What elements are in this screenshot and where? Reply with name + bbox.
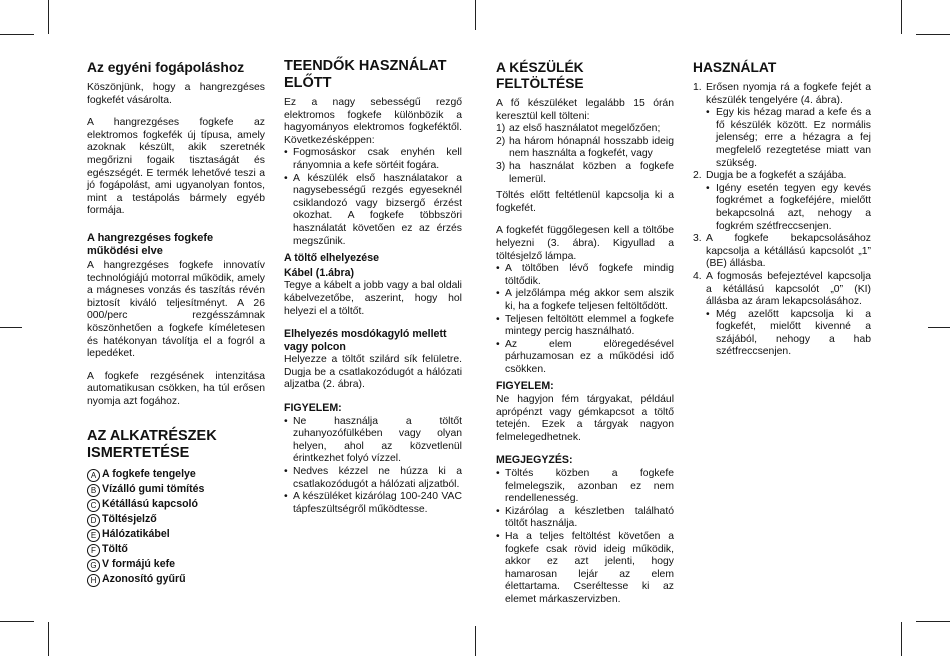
paragraph: A fogkefe rezgésének intenzitása automatikusan csökken, ha túl erősen nyomja azt fogához. bbox=[87, 370, 265, 407]
step-number: 3. bbox=[693, 233, 702, 245]
column-2 bbox=[284, 58, 462, 520]
list-item bbox=[496, 136, 674, 161]
list-item bbox=[693, 82, 871, 170]
step-text: Erősen nyomja rá a fogkefe fejét a készülék tengelyére (4. ábra). bbox=[706, 82, 871, 106]
section-title: Az egyéni fogápoláshoz bbox=[87, 60, 245, 75]
list-item bbox=[87, 497, 265, 512]
list-item bbox=[693, 170, 871, 233]
list-item: • A készüléket kizárólag 100-240 VAC tápfeszültségről működtesse. bbox=[284, 491, 462, 516]
crop-mark bbox=[0, 621, 34, 622]
list-item: • A készülék első használatakor a nagysebességű rezgés egyeseknél csiklandozó vagy bizsergő érzést okozhat. A fogkefe többszöri használatát követően ez az érzés megszűnik. bbox=[284, 173, 462, 249]
paragraph: A hangrezgéses fogkefe innovatív technológiájú motorral működik, amely a mágneses vonzás és taszítás révén biztosít kiváló teljesítményt. A 26 000/perc rezgésszámnak köszönhetően a fogkefe kíméletesen és hatékonyan távolítja el a fogról a lepedéket. bbox=[87, 259, 265, 360]
bullet-list bbox=[496, 263, 674, 376]
list-item: • Az elem elöregedésével párhuzamosan ez a működési idő csökken. bbox=[496, 339, 674, 377]
numbered-list bbox=[496, 123, 674, 186]
list-item: • Egy kis hézag marad a kefe és a fő készülék között. Ez normális jelenség; erre a hézagra a fej megfelelő rezegtetése miatt van szükség. bbox=[706, 107, 871, 170]
crop-mark bbox=[475, 626, 476, 656]
list-item: • Fogmosáskor csak enyhén kell rányomnia a kefe sörtéit fogára. bbox=[284, 147, 462, 172]
part-label: Azonosító gyűrű bbox=[102, 573, 186, 586]
list-item bbox=[693, 233, 871, 271]
note-heading: MEGJEGYZÉS: bbox=[496, 454, 573, 467]
list-item bbox=[496, 161, 674, 186]
list-item: • Ha a teljes feltöltést követően a fogkefe csak rövid ideig működik, akkor ez azt jelenti, hogy hamarosan lejár az elem élettartama. Cseréltesse ki az elemet márkaszervizben. bbox=[496, 531, 674, 607]
list-item: • Még azelőtt kapcsolja ki a fogkefét, mielőtt kivenné a szájából, nehogy a hab szétfreccsenjen. bbox=[706, 309, 871, 359]
section-title: TEENDŐK HASZNÁLAT ELŐTT bbox=[284, 58, 447, 91]
bullet-list bbox=[706, 309, 871, 359]
column-4 bbox=[693, 58, 871, 363]
step-text: ha három hónapnál hosszabb ideig nem használta a fogkefét, vagy bbox=[509, 135, 674, 160]
crop-mark bbox=[0, 34, 34, 35]
paragraph: Köszönjünk, hogy a hangrezgéses fogkefét vásárolta. bbox=[87, 82, 265, 106]
letter-badge: F bbox=[87, 544, 100, 557]
crop-mark bbox=[916, 34, 950, 35]
list-item bbox=[87, 467, 265, 482]
part-label: Töltésjelző bbox=[102, 513, 157, 526]
bullet-list bbox=[284, 147, 462, 248]
list-item: • Kizárólag a készletben található töltőt használja. bbox=[496, 506, 674, 531]
letter-badge: C bbox=[87, 499, 100, 512]
bullet-list bbox=[706, 107, 871, 170]
subsection-title: Kábel (1.ábra) bbox=[284, 266, 355, 279]
step-text: az első használatot megelőzően; bbox=[509, 123, 661, 135]
part-label: V formájú kefe bbox=[102, 558, 176, 571]
paragraph: A hangrezgéses fogkefe az elektromos fogkefék új típusa, amely azoknak készült, akik szeretnék megőrizni fogaik tisztaságát és egészségét. E termék lehetővé teszi a jó fogápolást, ami ugyanolyan fontos, mint a testápolás bármely egyéb formája. bbox=[87, 117, 265, 217]
list-item: • Igény esetén tegyen egy kevés fogkrémet a fogkeféjére, mielőtt bekapcsolná azt, nehogy a fogkrém szétfreccsenjen. bbox=[706, 183, 871, 233]
part-label: A fogkefe tengelye bbox=[102, 468, 196, 481]
step-number: 3) bbox=[496, 160, 506, 172]
parts-list bbox=[87, 467, 265, 587]
bullet-list bbox=[706, 183, 871, 233]
subsection-title: Elhelyezés mosdókagyló mellett vagy polcon bbox=[284, 328, 447, 353]
crop-mark bbox=[928, 327, 950, 328]
list-item: • Ne használja a töltőt zuhanyozófülkében vagy olyan helyen, ahol az közvetlenül érintkezhet folyó vízzel. bbox=[284, 416, 462, 466]
step-number: 1) bbox=[496, 123, 506, 135]
step-text: A fogmosás befejeztével kapcsolja a kétállású kapcsolót „0” (KI) állásba az áram lekapcsolásához. bbox=[706, 270, 871, 308]
step-number: 2) bbox=[496, 135, 506, 147]
paragraph: Tegye a kábelt a jobb vagy a bal oldali kábelvezetőbe, aszerint, hogy hol helyezi el a töltőt. bbox=[284, 280, 462, 317]
list-item bbox=[87, 542, 265, 557]
crop-mark bbox=[916, 621, 950, 622]
crop-mark bbox=[475, 0, 476, 30]
list-item: • Töltés közben a fogkefe felmelegszik, azonban ez nem rendellenesség. bbox=[496, 468, 674, 506]
step-text: A fogkefe bekapcsolásához kapcsolja a kétállású kapcsolót „1” (BE) állásba. bbox=[706, 233, 871, 270]
list-item bbox=[693, 271, 871, 359]
section-title: AZ ALKATRÉSZEK ISMERTETÉSE bbox=[87, 428, 217, 461]
column-1 bbox=[87, 58, 265, 587]
subsection-title: A töltő elhelyezése bbox=[284, 252, 379, 265]
letter-badge: H bbox=[87, 574, 100, 587]
warning-heading: FIGYELEM: bbox=[496, 380, 554, 393]
letter-badge: D bbox=[87, 514, 100, 527]
letter-badge: G bbox=[87, 559, 100, 572]
step-number: 4. bbox=[693, 270, 702, 282]
step-text: ha használat közben a fogkefe lemerül. bbox=[509, 160, 674, 185]
step-number: 2. bbox=[693, 170, 702, 182]
column-3 bbox=[496, 58, 674, 611]
letter-badge: E bbox=[87, 529, 100, 542]
section-title: HASZNÁLAT bbox=[693, 60, 777, 75]
step-text: Dugja be a fogkefét a szájába. bbox=[706, 170, 847, 182]
step-number: 1. bbox=[693, 82, 702, 93]
list-item bbox=[87, 527, 265, 542]
list-item: • Nedves kézzel ne húzza ki a csatlakozódugót a hálózati aljzatból. bbox=[284, 466, 462, 491]
subsection-title: A hangrezgéses fogkefe működési elve bbox=[87, 231, 214, 257]
list-item bbox=[87, 482, 265, 497]
crop-mark bbox=[901, 0, 902, 34]
list-item: • A töltőben lévő fogkefe mindig töltődik. bbox=[496, 263, 674, 288]
crop-mark bbox=[0, 327, 22, 328]
list-item bbox=[87, 557, 265, 572]
list-item: • A jelzőlámpa még akkor sem alszik ki, ha a fogkefe teljesen feltöltődött. bbox=[496, 288, 674, 313]
paragraph: Ez a nagy sebességű rezgő elektromos fogkefe különbözik a hagyományos elektromos fogkeféktől. Következésképpen: bbox=[284, 97, 462, 146]
section-title: A KÉSZÜLÉK FELTÖLTÉSE bbox=[496, 60, 584, 91]
list-item: • Teljesen feltöltött elemmel a fogkefe mintegy percig használható. bbox=[496, 314, 674, 339]
paragraph: Helyezze a töltőt szilárd sík felületre. Dugja be a csatlakozódugót a hálózati aljzatba (2. ábra). bbox=[284, 354, 462, 391]
paragraph: A fő készüléket legalább 15 órán keresztül kell tölteni: bbox=[496, 98, 674, 122]
part-label: Kétállású kapcsoló bbox=[102, 498, 198, 511]
list-item bbox=[496, 123, 674, 136]
part-label: Vízálló gumi tömítés bbox=[102, 483, 205, 496]
list-item bbox=[87, 512, 265, 527]
letter-badge: A bbox=[87, 469, 100, 482]
list-item bbox=[87, 572, 265, 587]
paragraph: A fogkefét függőlegesen kell a töltőbe helyezni (3. ábra). Kigyullad a töltésjelző lámpa. bbox=[496, 225, 674, 262]
paragraph: Ne hagyjon fém tárgyakat, például aprópénzt vagy gémkapcsot a töltő tetején. Ezek a tárgyak nagyon felmelegedhetnek. bbox=[496, 394, 674, 443]
part-label: Hálózatikábel bbox=[102, 528, 170, 541]
letter-badge: B bbox=[87, 484, 100, 497]
crop-mark bbox=[48, 0, 49, 34]
part-label: Töltő bbox=[102, 543, 128, 556]
crop-mark bbox=[48, 622, 49, 656]
crop-mark bbox=[901, 622, 902, 656]
bullet-list bbox=[496, 468, 674, 607]
paragraph: Töltés előtt feltétlenül kapcsolja ki a fogkefét. bbox=[496, 190, 674, 214]
bullet-list bbox=[284, 416, 462, 517]
warning-heading: FIGYELEM: bbox=[284, 402, 342, 415]
numbered-list bbox=[693, 82, 871, 359]
